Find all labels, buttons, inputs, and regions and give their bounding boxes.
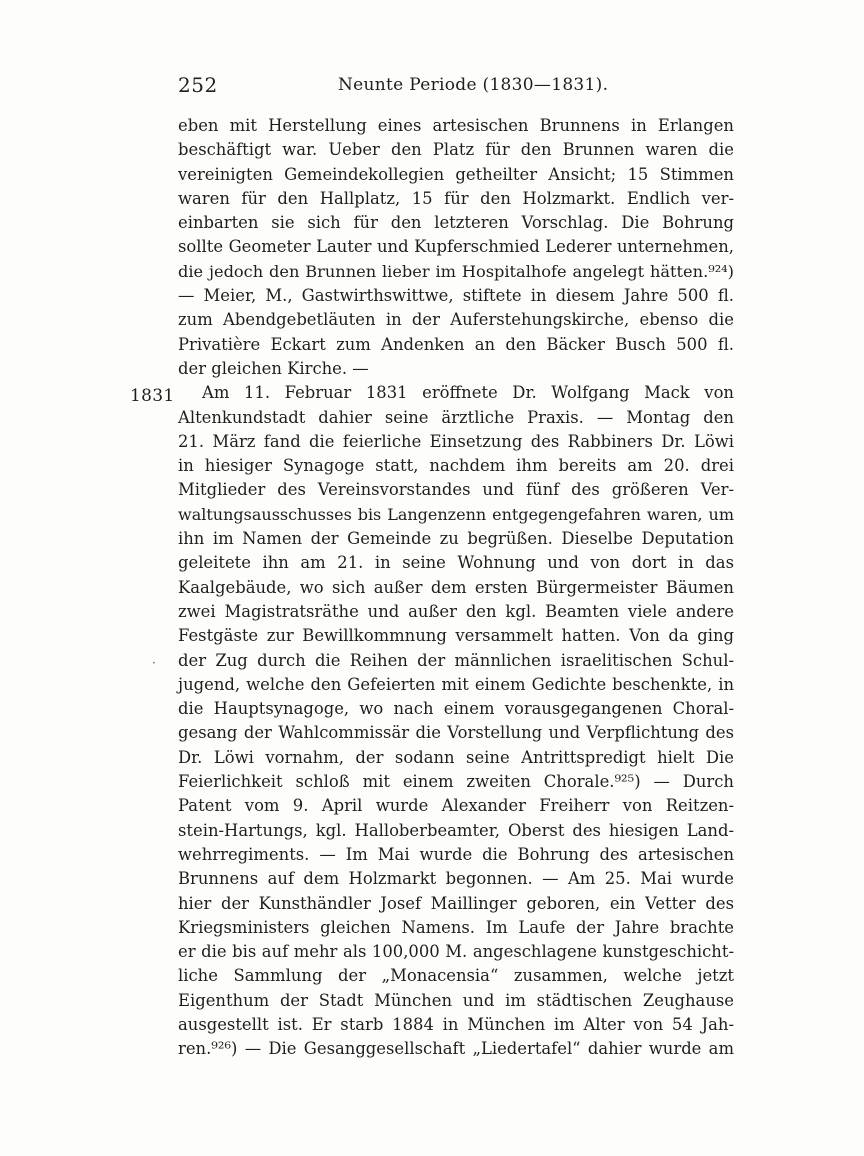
text-line: ihn im Namen der Gemeinde zu begrüßen. Dieselbe Deputation: [178, 529, 734, 549]
running-title: Neunte Periode (1830—1831).: [338, 75, 609, 95]
text-line: einbarten sie sich für den letzteren Vorschlag. Die Bohrung: [178, 213, 734, 233]
margin-speck: ·: [152, 656, 156, 670]
text-line: er die bis auf mehr als 100,000 M. angeschlagene kunstgeschicht-: [178, 942, 734, 962]
text-line: gesang der Wahlcommissär die Vorstellung und Verpflichtung des: [178, 723, 734, 743]
text-line: Altenkundstadt dahier seine ärztliche Praxis. — Montag den: [178, 407, 734, 427]
text-line: Kaalgebäude, wo sich außer dem ersten Bürgermeister Bäumen: [178, 577, 734, 597]
text-line: waren für den Hallplatz, 15 für den Holzmarkt. Endlich ver-: [178, 188, 734, 208]
margin-year-note: 1831: [130, 386, 175, 406]
text-line: sollte Geometer Lauter und Kupferschmied Lederer unternehmen,: [178, 237, 734, 257]
text-line: zwei Magistratsräthe und außer den kgl. Beamten viele andere: [178, 601, 734, 621]
text-line: — Meier, M., Gastwirthswittwe, stiftete in diesem Jahre 500 fl.: [178, 286, 734, 306]
text-line: jugend, welche den Gefeierten mit einem Gedichte beschenkte, in: [178, 674, 734, 694]
text-line: zum Abendgebetläuten in der Auferstehungskirche, ebenso die: [178, 310, 734, 330]
text-line: die Hauptsynagoge, wo nach einem vorausgegangenen Choral-: [178, 699, 734, 719]
text-line: 21. März fand die feierliche Einsetzung des Rabbiners Dr. Löwi: [178, 431, 734, 451]
text-line: eben mit Herstellung eines artesischen Brunnens in Erlangen: [178, 116, 734, 135]
text-line: der gleichen Kirche. —: [178, 358, 369, 378]
text-line: Festgäste zur Bewillkommnung versammelt hatten. Von da ging: [178, 626, 734, 646]
text-line: stein-Hartungs, kgl. Halloberbeamter, Oberst des hiesigen Land-: [178, 820, 734, 840]
text-line: Feierlichkeit schloß mit einem zweiten Chorale.⁹²⁵) — Durch: [178, 772, 734, 792]
text-line: wehrregiments. — Im Mai wurde die Bohrung des artesischen: [178, 844, 734, 864]
text-line: Brunnens auf dem Holzmarkt begonnen. — Am 25. Mai wurde: [178, 869, 734, 889]
page-number: 252: [178, 73, 218, 97]
text-line: ausgestellt ist. Er starb 1884 in München im Alter von 54 Jah-: [178, 1014, 734, 1034]
text-line: Eigenthum der Stadt München und im städtischen Zeughause: [178, 990, 734, 1010]
text-line: ren.⁹²⁶) — Die Gesanggesellschaft „Liedertafel“ dahier wurde am: [178, 1039, 734, 1059]
text-line: in hiesiger Synagoge statt, nachdem ihm bereits am 20. drei: [178, 456, 734, 476]
text-line: Dr. Löwi vornahm, der sodann seine Antrittspredigt hielt Die: [178, 747, 734, 767]
text-line: Mitglieder des Vereinsvorstandes und fünf des größeren Ver-: [178, 480, 734, 500]
text-line: hier der Kunsthändler Josef Maillinger geboren, ein Vetter des: [178, 893, 734, 913]
text-line: beschäftigt war. Ueber den Platz für den Brunnen waren die: [178, 140, 734, 160]
text-line: Privatière Eckart zum Andenken an den Bäcker Busch 500 fl.: [178, 334, 734, 354]
running-header: [178, 73, 738, 99]
text-line: liche Sammlung der „Monacensia“ zusammen, welche jetzt: [178, 966, 734, 986]
text-line: der Zug durch die Reihen der männlichen israelitischen Schul-: [178, 650, 734, 670]
text-line: die jedoch den Brunnen lieber im Hospitalhofe angelegt hätten.⁹²⁴): [178, 261, 734, 281]
text-line: waltungsausschusses bis Langenzenn entgegengefahren waren, um: [178, 504, 734, 524]
body-text: [178, 114, 734, 1062]
text-line-paragraph-start: Am 11. Februar 1831 eröffnete Dr. Wolfgang Mack von: [202, 383, 734, 403]
text-line: Patent vom 9. April wurde Alexander Freiherr von Reitzen-: [178, 796, 734, 816]
text-line: Kriegsministers gleichen Namens. Im Laufe der Jahre brachte: [178, 917, 734, 937]
text-line: vereinigten Gemeindekollegien getheilter Ansicht; 15 Stimmen: [178, 164, 734, 184]
text-line: geleitete ihn am 21. in seine Wohnung und von dort in das: [178, 553, 734, 573]
